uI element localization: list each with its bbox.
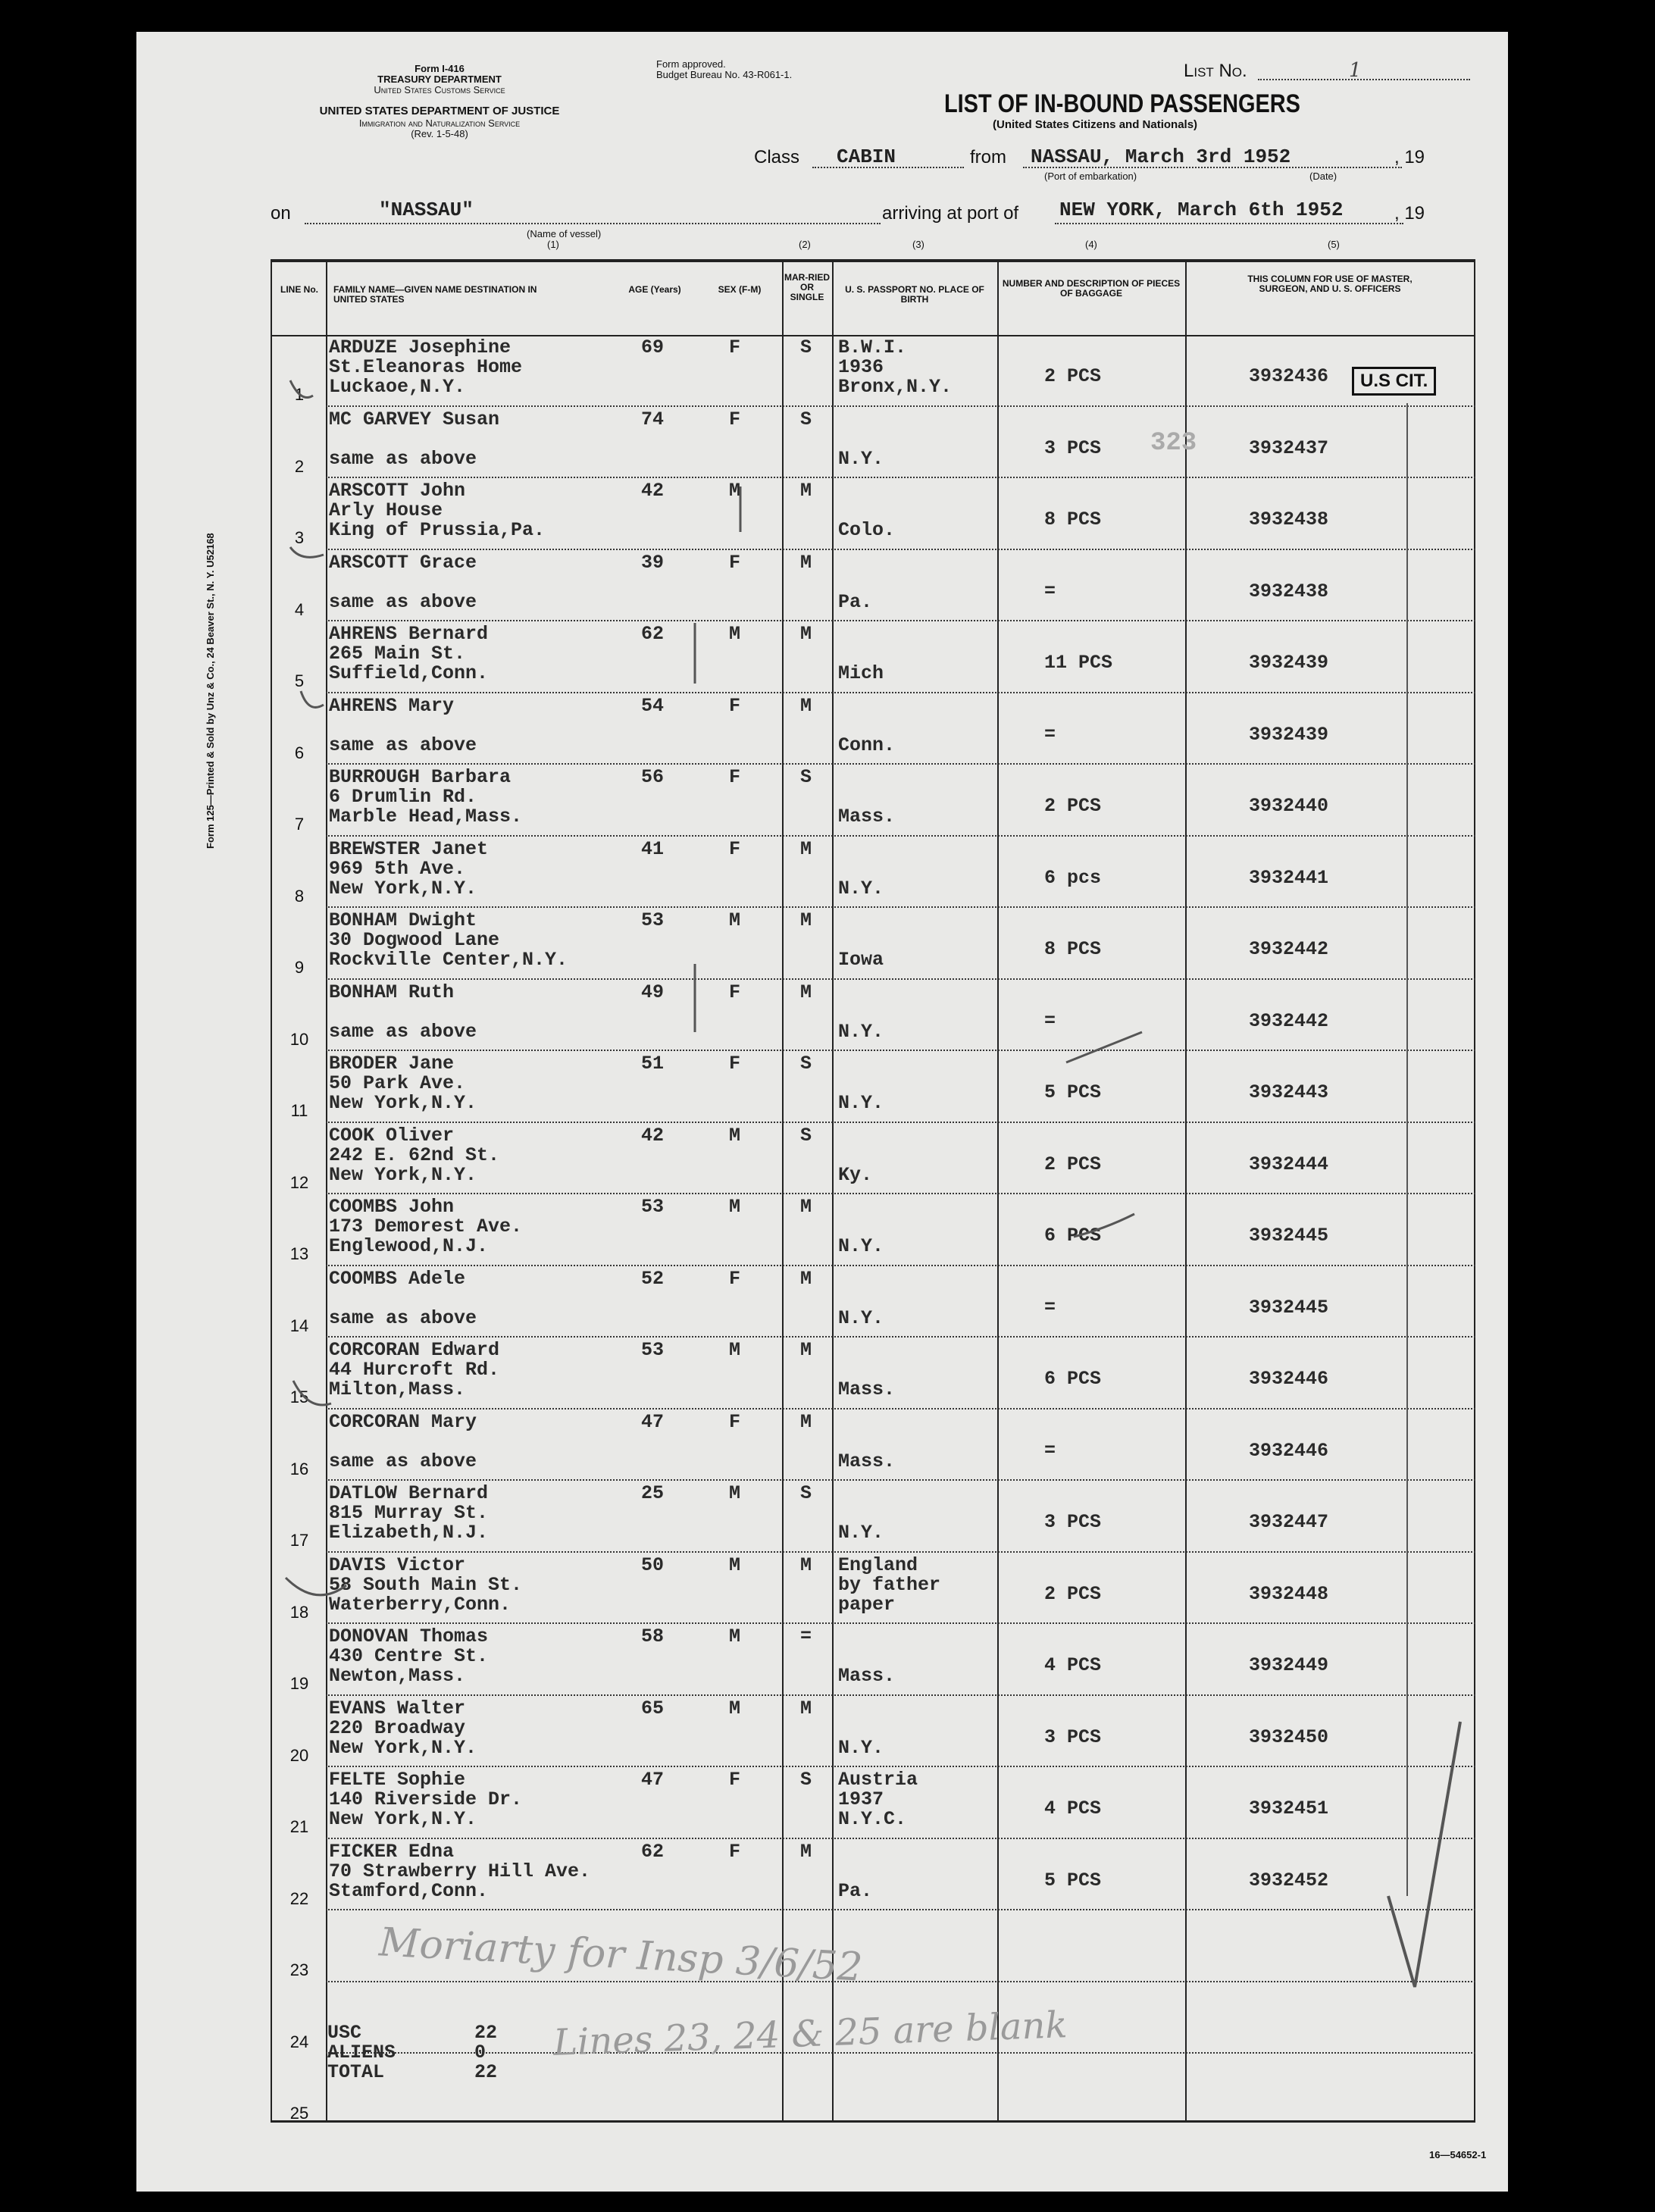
passenger-sex: F: [729, 1769, 741, 1791]
passenger-sex: M: [729, 1196, 741, 1218]
officer-reference: 3932438: [1249, 580, 1329, 602]
passenger-name: COOMBS John: [329, 1196, 455, 1218]
destination-line-2: same as above: [329, 447, 477, 470]
passenger-name: EVANS Walter: [329, 1697, 466, 1719]
destination-line-2: same as above: [329, 1450, 477, 1472]
passenger-age: 47: [641, 1410, 665, 1433]
birth-line-2: by father: [838, 1573, 941, 1596]
baggage-count: 6 pcs: [1044, 866, 1102, 889]
baggage-count: =: [1044, 1296, 1056, 1319]
vessel-name: "NASSAU": [379, 199, 474, 221]
line-number: 21: [289, 1817, 309, 1836]
officer-reference: 3932445: [1249, 1225, 1329, 1247]
destination-line-2: Elizabeth,N.J.: [329, 1522, 489, 1544]
destination-line-1: 969 5th Ave.: [329, 857, 466, 880]
marital-status: S: [800, 1124, 812, 1147]
place-of-birth: N.Y.: [838, 1235, 884, 1257]
line-number: 23: [289, 1960, 309, 1979]
baggage-count: 4 PCS: [1044, 1654, 1102, 1676]
destination-line-1: 815 Murray St.: [329, 1502, 489, 1524]
arrival-port-value: NEW YORK, March 6th 1952: [1059, 199, 1344, 221]
line-number: 12: [289, 1172, 309, 1192]
place-of-birth: Mass.: [838, 806, 896, 828]
destination-line-2: Rockville Center,N.Y.: [329, 949, 568, 971]
passenger-sex: M: [729, 1625, 741, 1647]
passenger-age: 54: [641, 694, 665, 717]
officer-reference: 3932452: [1249, 1869, 1329, 1891]
usc-label: USC: [327, 2022, 362, 2044]
line-number: 16: [289, 1459, 309, 1478]
destination-line-1: 70 Strawberry Hill Ave.: [329, 1860, 591, 1882]
birth-line-1: Austria: [838, 1769, 918, 1791]
destination-line-2: same as above: [329, 590, 477, 613]
place-of-birth: N.Y.: [838, 447, 884, 470]
destination-line-1: 44 Hurcroft Rd.: [329, 1359, 500, 1381]
passenger-sex: M: [729, 909, 741, 931]
baggage-count: 2 PCS: [1044, 1582, 1102, 1605]
usc-count: 22: [474, 2022, 498, 2044]
destination-line-1: 50 Park Ave.: [329, 1072, 466, 1094]
baggage-count: 11 PCS: [1044, 652, 1113, 674]
inspector-signature: Moriarty for Insp 3/6/52: [377, 1919, 864, 1991]
baggage-count: 6 PCS: [1044, 1368, 1102, 1390]
passenger-name: AHRENS Bernard: [329, 623, 489, 645]
passenger-name: BRODER Jane: [329, 1053, 455, 1075]
destination-line-1: 140 Riverside Dr.: [329, 1788, 523, 1810]
marital-status: M: [800, 909, 812, 931]
baggage-count: =: [1044, 723, 1056, 746]
baggage-count: 4 PCS: [1044, 1797, 1102, 1819]
passenger-sex: F: [729, 837, 741, 860]
vessel-col-number: (1): [547, 239, 559, 250]
marital-status: S: [800, 408, 812, 430]
birth-line-1: England: [838, 1553, 918, 1576]
col-married: MAR-RIED OR SINGLE: [784, 272, 830, 302]
officer-reference: 3932446: [1249, 1368, 1329, 1390]
destination-line-2: New York,N.Y.: [329, 877, 477, 900]
passenger-name: ARDUZE Josephine: [329, 336, 512, 358]
passenger-name: COOK Oliver: [329, 1124, 455, 1147]
embarkation-caption: (Port of embarkation): [1044, 171, 1137, 182]
passenger-sex: F: [729, 336, 741, 358]
baggage-count: 3 PCS: [1044, 1511, 1102, 1533]
officer-reference: 3932446: [1249, 1439, 1329, 1462]
col-passport-birth: U. S. PASSPORT NO. PLACE OF BIRTH: [845, 284, 984, 305]
passenger-name: FELTE Sophie: [329, 1769, 466, 1791]
passenger-age: 58: [641, 1625, 665, 1647]
destination-line-2: same as above: [329, 734, 477, 756]
destination-line-1: 30 Dogwood Lane: [329, 929, 500, 951]
line-number: 25: [289, 2104, 309, 2123]
passenger-sex: F: [729, 694, 741, 717]
passenger-sex: F: [729, 766, 741, 788]
line-number: 18: [289, 1602, 309, 1622]
passenger-age: 69: [641, 336, 665, 358]
passenger-name: DAVIS Victor: [329, 1553, 466, 1576]
place-of-birth: N.Y.: [838, 1092, 884, 1114]
col-number-5: (5): [1328, 239, 1340, 250]
officer-reference: 3932436: [1249, 365, 1329, 387]
officer-reference: 3932442: [1249, 1009, 1329, 1032]
place-of-birth: Ky.: [838, 1163, 873, 1186]
from-label: from: [970, 147, 1006, 167]
passenger-sex: M: [729, 1124, 741, 1147]
line-number: 5: [294, 671, 305, 690]
line-number: 6: [294, 743, 305, 762]
justice-dept: UNITED STATES DEPARTMENT OF JUSTICE: [319, 105, 560, 117]
passenger-sex: M: [729, 480, 741, 502]
baggage-count: 5 PCS: [1044, 1081, 1102, 1103]
line-number: 7: [294, 815, 305, 834]
stamped-number: 323: [1150, 429, 1197, 458]
destination-line-2: Newton,Mass.: [329, 1665, 466, 1687]
passenger-sex: F: [729, 408, 741, 430]
destination-line-2: Milton,Mass.: [329, 1378, 466, 1400]
place-of-birth: paper: [838, 1593, 896, 1616]
passenger-name: AHRENS Mary: [329, 694, 455, 717]
embarkation-value: NASSAU, March 3rd 1952: [1031, 145, 1291, 168]
destination-line-1: St.Eleanoras Home: [329, 356, 523, 378]
passenger-age: 62: [641, 623, 665, 645]
destination-line-1: 265 Main St.: [329, 643, 466, 665]
passenger-sex: F: [729, 1410, 741, 1433]
form-number: Form I-416: [415, 63, 465, 74]
officer-reference: 3932439: [1249, 652, 1329, 674]
officer-reference: 3932439: [1249, 723, 1329, 746]
marital-status: M: [800, 1410, 812, 1433]
marital-status: S: [800, 1769, 812, 1791]
marital-status: M: [800, 623, 812, 645]
col-line-no: LINE No.: [280, 284, 318, 295]
pen-marks: [271, 335, 1483, 2123]
marital-status: M: [800, 1196, 812, 1218]
immigration-service: Immigration and Naturalization Service: [358, 117, 521, 129]
baggage-count: 2 PCS: [1044, 365, 1102, 387]
passenger-sex: F: [729, 551, 741, 574]
destination-line-1: 242 E. 62nd St.: [329, 1144, 500, 1166]
line-number: 2: [294, 456, 305, 476]
total-label: TOTAL: [327, 2061, 385, 2083]
form-title: LIST OF IN-BOUND PASSENGERS: [944, 89, 1300, 118]
passenger-age: 25: [641, 1482, 665, 1504]
footer-code: 16—54652-1: [1429, 2149, 1487, 2160]
place-of-birth: N.Y.: [838, 1020, 884, 1043]
place-of-birth: N.Y.: [838, 1306, 884, 1329]
total-count: 22: [474, 2061, 498, 2083]
place-of-birth: Mass.: [838, 1378, 896, 1400]
destination-line-2: New York,N.Y.: [329, 1808, 477, 1830]
passenger-age: 42: [641, 480, 665, 502]
form-approved: Form approved.: [656, 58, 726, 70]
place-of-birth: Pa.: [838, 1879, 873, 1902]
printer-imprint: Form 125—Printed & Sold by Unz & Co., 24 Beaver St., N. Y. U52168: [205, 533, 216, 849]
arrival-year-suffix: , 19: [1394, 203, 1425, 224]
line-number: 22: [289, 1888, 309, 1908]
place-of-birth: Colo.: [838, 519, 896, 541]
passenger-sex: M: [729, 1697, 741, 1719]
officer-reference: 3932450: [1249, 1725, 1329, 1748]
destination-line-2: same as above: [329, 1020, 477, 1043]
place-of-birth: Mich: [838, 662, 884, 684]
passenger-age: 49: [641, 981, 665, 1003]
officer-reference: 3932443: [1249, 1081, 1329, 1103]
passenger-name: CORCORAN Mary: [329, 1410, 477, 1433]
place-of-birth: N.Y.: [838, 1736, 884, 1759]
birth-line-2: 1936: [838, 356, 884, 378]
baggage-count: 8 PCS: [1044, 508, 1102, 530]
marital-status: M: [800, 1697, 812, 1719]
destination-line-2: Englewood,N.J.: [329, 1235, 489, 1257]
list-number-value: 1: [1349, 59, 1362, 82]
baggage-count: 5 PCS: [1044, 1869, 1102, 1891]
officer-reference: 3932445: [1249, 1296, 1329, 1319]
budget-bureau: Budget Bureau No. 43-R061-1.: [656, 69, 793, 80]
place-of-birth: Bronx,N.Y.: [838, 376, 953, 398]
passenger-sex: F: [729, 1053, 741, 1075]
place-of-birth: N.Y.: [838, 877, 884, 900]
passenger-name: MC GARVEY Susan: [329, 408, 500, 430]
marital-status: M: [800, 981, 812, 1003]
destination-line-2: Stamford,Conn.: [329, 1879, 489, 1902]
arriving-label: arriving at port of: [882, 203, 1019, 224]
aliens-label: ALIENS: [327, 2041, 396, 2063]
marital-status: M: [800, 480, 812, 502]
officer-reference: 3932448: [1249, 1582, 1329, 1605]
destination-line-2: same as above: [329, 1306, 477, 1329]
line-number: 19: [289, 1674, 309, 1693]
line-number: 13: [289, 1244, 309, 1263]
baggage-count: 8 PCS: [1044, 938, 1102, 960]
destination-line-2: Luckaoe,N.Y.: [329, 376, 466, 398]
passenger-name: FICKER Edna: [329, 1840, 455, 1863]
destination-line-1: Arly House: [329, 499, 443, 521]
baggage-count: 2 PCS: [1044, 1153, 1102, 1175]
passenger-sex: F: [729, 1840, 741, 1863]
passenger-age: 74: [641, 408, 665, 430]
passenger-sex: M: [729, 623, 741, 645]
list-number-label: List No.: [1184, 61, 1247, 81]
destination-line-1: 58 South Main St.: [329, 1573, 523, 1596]
col-number-4: (4): [1085, 239, 1097, 250]
col-age: AGE (Years): [628, 284, 681, 295]
baggage-count: 2 PCS: [1044, 795, 1102, 817]
line-number: 9: [294, 958, 305, 977]
marital-status: M: [800, 551, 812, 574]
passenger-age: 52: [641, 1267, 665, 1290]
passenger-sex: F: [729, 1267, 741, 1290]
passenger-name: BURROUGH Barbara: [329, 766, 512, 788]
passenger-name: DATLOW Bernard: [329, 1482, 489, 1504]
baggage-count: 3 PCS: [1044, 1725, 1102, 1748]
destination-line-2: King of Prussia,Pa.: [329, 519, 546, 541]
passenger-age: 53: [641, 1196, 665, 1218]
marital-status: M: [800, 1553, 812, 1576]
form-subtitle: (United States Citizens and Nationals): [993, 118, 1198, 131]
passenger-name: ARSCOTT Grace: [329, 551, 477, 574]
passenger-name: BONHAM Dwight: [329, 909, 477, 931]
officer-reference: 3932438: [1249, 508, 1329, 530]
destination-line-1: 173 Demorest Ave.: [329, 1216, 523, 1237]
destination-line-1: 220 Broadway: [329, 1716, 466, 1739]
col-baggage: NUMBER AND DESCRIPTION OF PIECES OF BAGGAGE: [1002, 278, 1181, 299]
baggage-count: =: [1044, 580, 1056, 602]
officer-reference: 3932441: [1249, 866, 1329, 889]
place-of-birth: Pa.: [838, 590, 873, 613]
place-of-birth: N.Y.: [838, 1522, 884, 1544]
handwritten-note: Lines 23, 24 & 25 are blank: [552, 2004, 1068, 2064]
vessel-on-label: on: [271, 203, 291, 224]
officer-reference: 3932451: [1249, 1797, 1329, 1819]
passenger-sex: M: [729, 1553, 741, 1576]
line-number: 17: [289, 1531, 309, 1550]
line-number: 3: [294, 528, 305, 547]
passenger-age: 56: [641, 766, 665, 788]
passenger-age: 42: [641, 1124, 665, 1147]
treasury-dept: TREASURY DEPARTMENT: [377, 74, 502, 85]
marital-status: M: [800, 1339, 812, 1361]
marital-status: M: [800, 1840, 812, 1863]
passenger-age: 65: [641, 1697, 665, 1719]
passenger-name: COOMBS Adele: [329, 1267, 466, 1290]
baggage-count: 6 PCS: [1044, 1225, 1102, 1247]
destination-line-2: New York,N.Y.: [329, 1736, 477, 1759]
passenger-sex: F: [729, 981, 741, 1003]
marital-status: M: [800, 694, 812, 717]
baggage-count: =: [1044, 1439, 1056, 1462]
revision: (Rev. 1-5-48): [411, 128, 468, 139]
marital-status: M: [800, 837, 812, 860]
destination-line-2: New York,N.Y.: [329, 1092, 477, 1114]
passenger-name: CORCORAN Edward: [329, 1339, 500, 1361]
passenger-age: 53: [641, 1339, 665, 1361]
marital-status: S: [800, 766, 812, 788]
place-of-birth: Conn.: [838, 734, 896, 756]
place-of-birth: Mass.: [838, 1665, 896, 1687]
destination-line-2: Waterberry,Conn.: [329, 1593, 512, 1616]
line-number: 20: [289, 1745, 309, 1765]
officer-reference: 3932440: [1249, 795, 1329, 817]
col-number-2: (2): [799, 239, 811, 250]
col-sex: SEX (F-M): [718, 284, 762, 295]
passenger-sex: M: [729, 1482, 741, 1504]
passenger-name: BONHAM Ruth: [329, 981, 455, 1003]
col-officers: THIS COLUMN FOR USE OF MASTER, SURGEON, AND U. S. OFFICERS: [1247, 274, 1413, 294]
place-of-birth: N.Y.C.: [838, 1808, 907, 1830]
marital-status: S: [800, 1482, 812, 1504]
marital-status: S: [800, 1053, 812, 1075]
marital-status: =: [800, 1625, 812, 1647]
passenger-age: 39: [641, 551, 665, 574]
col-number-3: (3): [912, 239, 924, 250]
line-number: 14: [289, 1316, 309, 1335]
passenger-age: 50: [641, 1553, 665, 1576]
officer-reference: 3932437: [1249, 436, 1329, 459]
baggage-count: =: [1044, 1009, 1056, 1032]
officer-reference: 3932444: [1249, 1153, 1329, 1175]
place-of-birth: Mass.: [838, 1450, 896, 1472]
birth-line-1: B.W.I.: [838, 336, 907, 358]
us-citizen-stamp: U.S CIT.: [1352, 367, 1436, 396]
line-number: 10: [289, 1029, 309, 1049]
passenger-name: DONOVAN Thomas: [329, 1625, 489, 1647]
aliens-count: 0: [474, 2041, 486, 2063]
destination-line-2: Marble Head,Mass.: [329, 806, 523, 828]
class-value: CABIN: [837, 145, 896, 168]
line-number: 8: [294, 886, 305, 906]
passenger-name: ARSCOTT John: [329, 480, 466, 502]
line-number: 15: [289, 1388, 309, 1406]
officer-reference: 3932442: [1249, 938, 1329, 960]
passenger-sex: M: [729, 1339, 741, 1361]
destination-line-2: Suffield,Conn.: [329, 662, 489, 684]
passenger-age: 51: [641, 1053, 665, 1075]
place-of-birth: Iowa: [838, 949, 884, 971]
line-number: 1: [294, 385, 305, 404]
marital-status: M: [800, 1267, 812, 1290]
line-number: 4: [294, 599, 305, 619]
passenger-name: BREWSTER Janet: [329, 837, 489, 860]
officer-reference: 3932449: [1249, 1654, 1329, 1676]
marital-status: S: [800, 336, 812, 358]
passenger-age: 53: [641, 909, 665, 931]
vessel-caption: (Name of vessel): [527, 228, 602, 239]
destination-line-1: 6 Drumlin Rd.: [329, 786, 477, 808]
line-number: 24: [289, 2032, 309, 2051]
line-number: 11: [290, 1101, 308, 1120]
date-caption: (Date): [1309, 171, 1337, 182]
birth-line-2: 1937: [838, 1788, 884, 1810]
from-year-suffix: , 19: [1394, 147, 1425, 167]
customs-service: United States Customs Service: [374, 84, 505, 95]
passenger-age: 62: [641, 1840, 665, 1863]
class-label: Class: [754, 147, 800, 167]
destination-line-2: New York,N.Y.: [329, 1163, 477, 1186]
passenger-age: 47: [641, 1769, 665, 1791]
col-name-destination: FAMILY NAME—GIVEN NAME DESTINATION IN UNITED STATES: [333, 284, 537, 305]
passenger-age: 41: [641, 837, 665, 860]
baggage-count: 3 PCS: [1044, 436, 1102, 459]
officer-reference: 3932447: [1249, 1511, 1329, 1533]
destination-line-1: 430 Centre St.: [329, 1645, 489, 1667]
